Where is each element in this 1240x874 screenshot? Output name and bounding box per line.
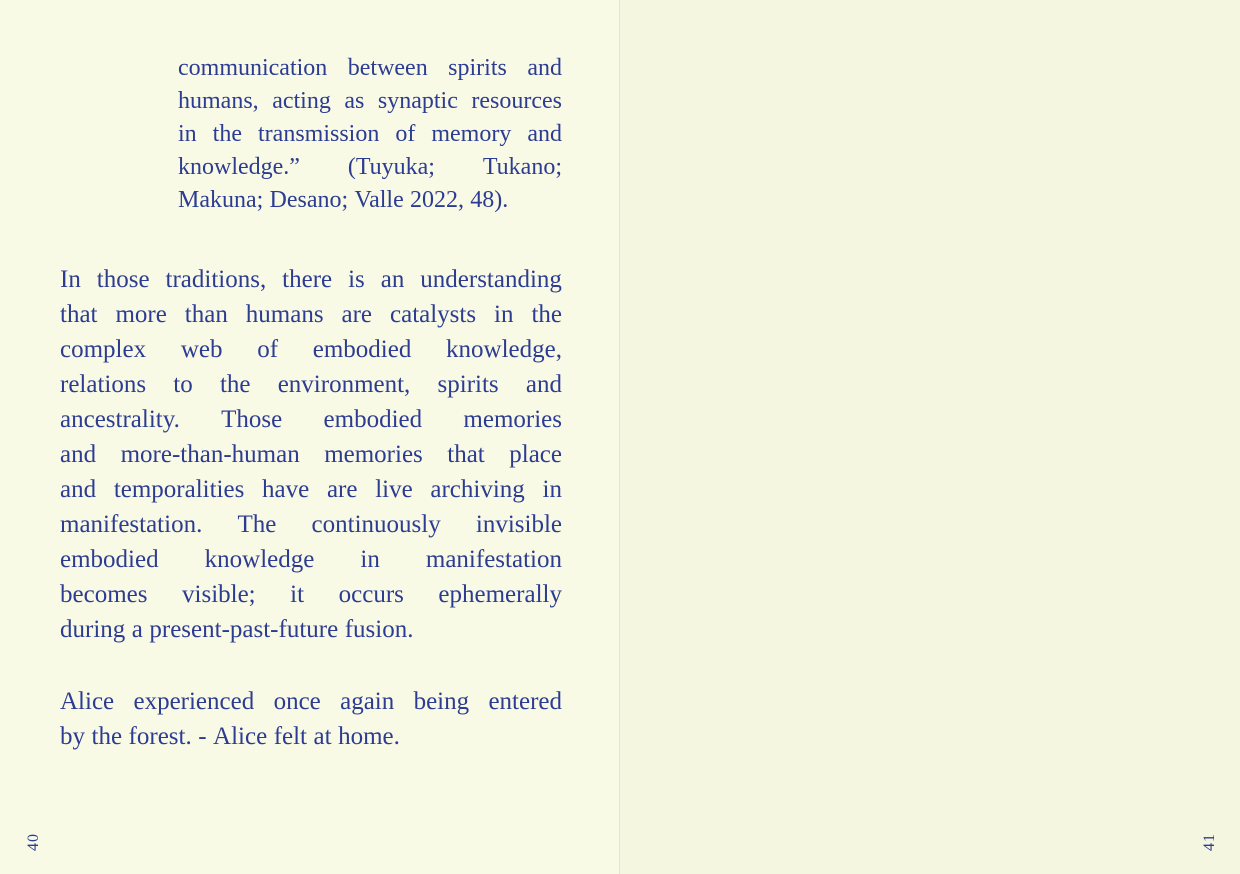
- text-line: Alice experienced once again being entered: [60, 688, 562, 715]
- page-number-right: 41: [1201, 833, 1218, 851]
- text-line: and temporalities have are live archiving in: [60, 476, 562, 503]
- body-paragraph-1: [60, 262, 562, 647]
- text-line: relations to the environment, spirits and: [60, 371, 562, 398]
- text-line: In those traditions, there is an understanding: [60, 266, 562, 293]
- text-line: Makuna; Desano; Valle 2022, 48).: [178, 187, 509, 213]
- text-line: that more than humans are catalysts in the: [60, 301, 562, 328]
- body-paragraph-2: [60, 684, 562, 754]
- block-quote: [178, 52, 562, 217]
- text-line: manifestation. The continuously invisible: [60, 511, 562, 538]
- text-line: during a present-past-future fusion.: [60, 616, 414, 643]
- text-line: knowledge.” (Tuyuka; Tukano;: [178, 154, 562, 180]
- text-line: communication between spirits and: [178, 55, 562, 81]
- text-line: by the forest. - Alice felt at home.: [60, 723, 400, 750]
- text-line: and more-than-human memories that place: [60, 441, 562, 468]
- text-line: in the transmission of memory and: [178, 121, 562, 147]
- text-line: ancestrality. Those embodied memories: [60, 406, 562, 433]
- right-page: [620, 0, 1240, 874]
- text-line: humans, acting as synaptic resources: [178, 88, 562, 114]
- text-line: embodied knowledge in manifestation: [60, 546, 562, 573]
- text-line: becomes visible; it occurs ephemerally: [60, 581, 562, 608]
- page-number-left: 40: [25, 833, 42, 851]
- text-line: complex web of embodied knowledge,: [60, 336, 562, 363]
